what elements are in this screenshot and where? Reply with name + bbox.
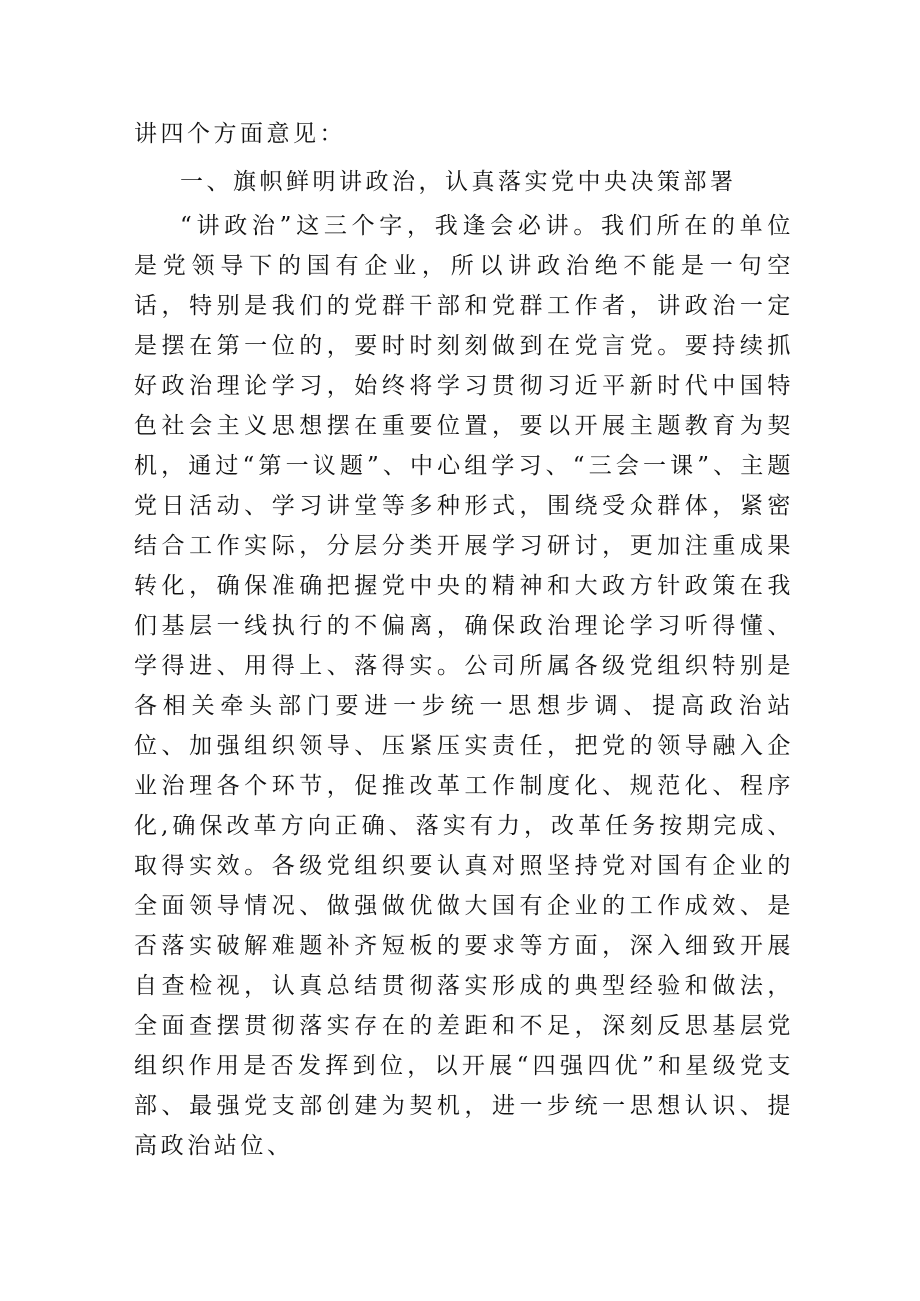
intro-line: 讲四个方面意见： [134,121,346,147]
section-heading: 一、旗帜鲜明讲政治，认真落实党中央决策部署 [180,169,737,195]
body-paragraph: “讲政治”这三个字，我逢会必讲。我们所在的单位是党领导下的国有企业，所以讲政治绝不能是一句空话，特别是我们的党群干部和党群工作者，讲政治一定是摆在第一位的，要时时刻刻做到在党言党。要持续抓好政治理论学习，始终将学习贯彻习近平新时代中国特色社会主义思想摆在重要位置，要以开展主题教育为契机，通过“第一议题”、中心组学习、“三会一课”、主题党日活动、学习讲堂等多种形式，围绕受众群体，紧密结合工作实际，分层分类开展学习研讨，更加注重成果转化，确保准确把握党中央的精神和大政方针政策在我们基层一线执行的不偏离，确保政治理论学习听得懂、学得进、用得上、落得实。公司所属各级党组织特别是各相关牵头部门要进一步统一思想步调、提高政治站位、加强组织领导、压紧压实责任，把党的领导融入企业治理各个环节，促推改革工作制度化、规范化、程序化,确保改革方向正确、落实有力，改革任务按期完成、取得实效。各级党组织要认真对照坚持党对国有企业的全面领导情况、做强做优做大国有企业的工作成效、是否落实破解难题补齐短板的要求等方面，深入细致开展自查检视，认真总结贯彻落实形成的典型经验和做法，全面查摆贯彻落实存在的差距和不足，深刻反思基层党组织作用是否发挥到位，以开展“四强四优”和星级党支部、最强党支部创建为契机，进一步统一思想认识、提高政治站位、 [134,213,794,1159]
document-body [134,110,794,1166]
